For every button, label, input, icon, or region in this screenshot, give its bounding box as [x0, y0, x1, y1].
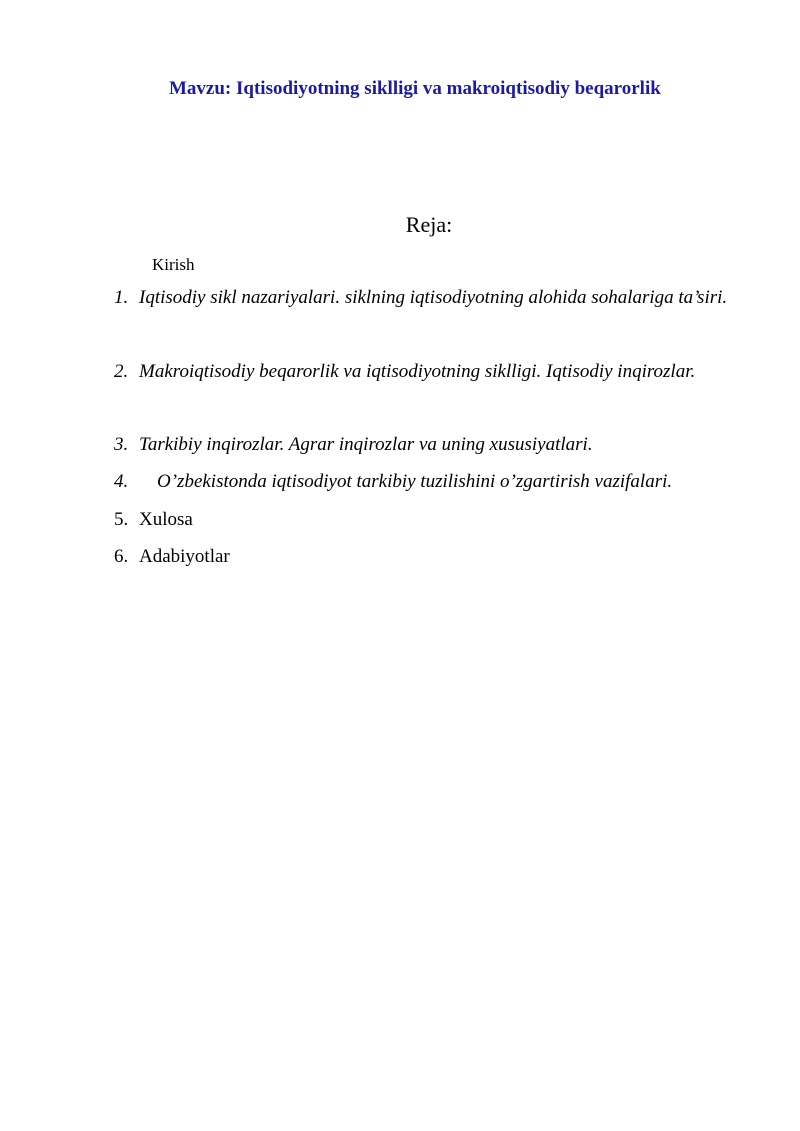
plan-item-1: [114, 280, 764, 316]
plan-item-text: Adabiyotlar: [139, 546, 230, 567]
plan-item-text: Tarkibiy inqirozlar. Agrar inqirozlar va uning xususiyatlari.: [139, 434, 593, 455]
plan-item-number: 4.: [114, 471, 129, 492]
plan-item-text: Makroiqtisodiy beqarorlik va iqtisodiyotning siklligi. Iqtisodiy inqirozlar.: [139, 361, 696, 382]
plan-item-text: Xulosa: [139, 509, 193, 530]
plan-item-number: 3.: [114, 434, 129, 455]
topic-title: Mavzu: Iqtisodiyotning siklligi va makroiqtisodiy beqarorlik: [169, 78, 661, 99]
plan-item-number: 6.: [114, 546, 129, 567]
plan-item-3: [114, 427, 764, 463]
plan-heading: Reja:: [405, 212, 453, 237]
plan-item-text: Iqtisodiy sikl nazariyalari. siklning iqtisodiyotning alohida sohalariga ta’siri.: [139, 287, 728, 308]
plan-item-4: [114, 464, 764, 500]
plan-item-2: [114, 354, 764, 390]
plan-item-number: 2.: [114, 361, 129, 382]
plan-item-number: 1.: [114, 287, 129, 308]
plan-item-5: [114, 502, 764, 538]
plan-item-6: [114, 539, 764, 575]
intro-item: Kirish: [152, 255, 195, 274]
plan-item-text: O’zbekistonda iqtisodiyot tarkibiy tuzilishini o’zgartirish vazifalari.: [157, 471, 673, 492]
plan-item-number: 5.: [114, 509, 129, 530]
